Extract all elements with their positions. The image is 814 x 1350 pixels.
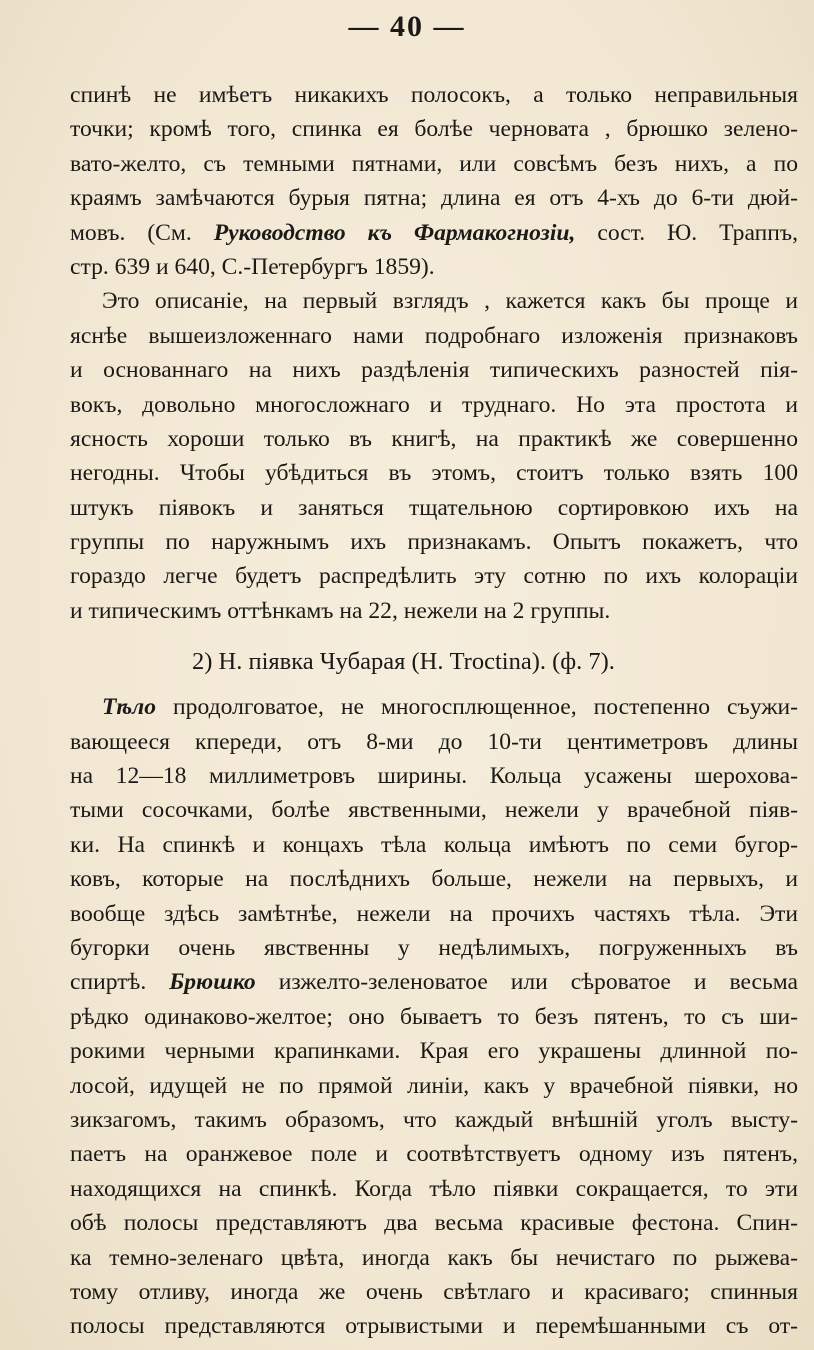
text-run: сост. Ю. Траппъ,: [575, 219, 798, 246]
book-title-reference: Руководство къ Фармакогнозіи,: [213, 219, 576, 246]
text-line: паетъ на оранжевое поле и соотвѣтствуетъ одному изъ пятенъ,: [70, 1141, 798, 1168]
text-line: [70, 690, 798, 724]
text-line: спинѣ не имѣетъ никакихъ полосокъ, а только неправильныя: [70, 82, 798, 108]
text-line: бугорки очень явственны у недѣлимыхъ, погруженныхъ въ: [70, 934, 798, 961]
text-line: краямъ замѣчаются бурыя пятна; длина ея отъ 4-хъ до 6-ти дюй-: [70, 185, 798, 212]
text-line: ки. На спинкѣ и концахъ тѣла кольца имѣютъ по семи бугор-: [70, 831, 798, 858]
text-line: яснѣе вышеизложеннаго нами подробнаго изложенія признаковъ: [70, 322, 798, 349]
text-line: вокъ, довольно многосложнаго и труднаго. Но эта простота и: [70, 391, 798, 418]
text-line: и основаннаго на нихъ раздѣленія типическихъ разностей пія-: [70, 357, 798, 384]
text-line: тому отливу, иногда же очень свѣтлаго и красиваго; спинныя: [70, 1278, 798, 1305]
text-line: группы по наружнымъ ихъ признакамъ. Опытъ покажетъ, что: [70, 529, 798, 556]
paragraph-1: [70, 78, 798, 284]
text-line: зикзагомъ, такимъ образомъ, что каждый внѣшній уголъ высту-: [70, 1106, 798, 1133]
text-line: вающееся кпереди, отъ 8-ми до 10-ти центиметровъ длины: [70, 728, 798, 755]
text-line: штукъ піявокъ и заняться тщательною сортировкою ихъ на: [70, 494, 798, 521]
text-line: вообще здѣсь замѣтнѣе, нежели на прочихъ частяхъ тѣла. Эти: [70, 900, 798, 927]
text-run: изжелто-зеленоватое или сѣроватое и весьма: [255, 969, 798, 996]
text-line: рокими черными крапинками. Края его украшены длинной по-: [70, 1038, 798, 1065]
text-line: ясность хороши только въ книгѣ, на практикѣ же совершенно: [70, 425, 798, 452]
text-line: ковъ, которые на послѣднихъ больше, нежели на первыхъ, и: [70, 866, 798, 893]
text-line: стр. 639 и 640, С.-Петербургъ 1859).: [70, 253, 435, 280]
text-line: Это описаніе, на первый взглядъ , кажется какъ бы проще и: [102, 288, 798, 315]
text-run: мовъ. (См.: [70, 219, 214, 246]
text-line: обѣ полосы представляютъ два весьма красивые фестона. Спин-: [70, 1210, 798, 1237]
text-line: и типическимъ оттѣнкамъ на 22, нежели на 2 группы.: [70, 597, 611, 624]
text-line: лосой, идущей не по прямой линіи, какъ у врачебной піявки, но: [70, 1072, 798, 1099]
section-heading: 2) Н. піявка Чубарая (Н. Troctina). (ф. 7).: [192, 648, 615, 676]
text-line: находящихся на спинкѣ. Когда тѣло піявки сокращается, то эти: [70, 1175, 798, 1202]
term-emphasis: Брюшко: [169, 969, 256, 996]
text-line: на 12—18 миллиметровъ ширины. Кольца усажены шерохова-: [70, 763, 798, 790]
text-line: ка темно-зеленаго цвѣта, иногда какъ бы нечистаго по рыжева-: [70, 1244, 798, 1271]
paragraph-3: [70, 690, 798, 1343]
text-run: спиртѣ.: [70, 969, 170, 996]
text-line: рѣдко одинаково-желтое; оно бываетъ то безъ пятенъ, то съ ши-: [70, 1003, 798, 1030]
text-run: продолговатое, не многосплющенное, постепенно съужи-: [156, 694, 798, 721]
text-line: гораздо легче будетъ распредѣлить эту сотню по ихъ колораціи: [70, 563, 798, 590]
page-body: [70, 78, 798, 1344]
paragraph-2: [70, 284, 798, 628]
text-line: [70, 965, 798, 999]
text-line: вато-желто, съ темными пятнами, или совсѣмъ безъ нихъ, а по: [70, 150, 798, 177]
text-line: [70, 216, 798, 250]
text-line: негодны. Чтобы убѣдиться въ этомъ, стоитъ только взять 100: [70, 460, 798, 487]
text-line: тыми сосочками, болѣе явственными, нежели у врачебной піяв-: [70, 797, 798, 824]
term-emphasis: Тѣло: [102, 694, 157, 721]
text-line: точки; кромѣ того, спинка ея болѣе черновата , брюшко зелено-: [70, 116, 798, 143]
text-line: полосы представляются отрывистыми и перемѣшанными съ от-: [70, 1313, 798, 1340]
page-number: — 40 —: [348, 10, 466, 43]
